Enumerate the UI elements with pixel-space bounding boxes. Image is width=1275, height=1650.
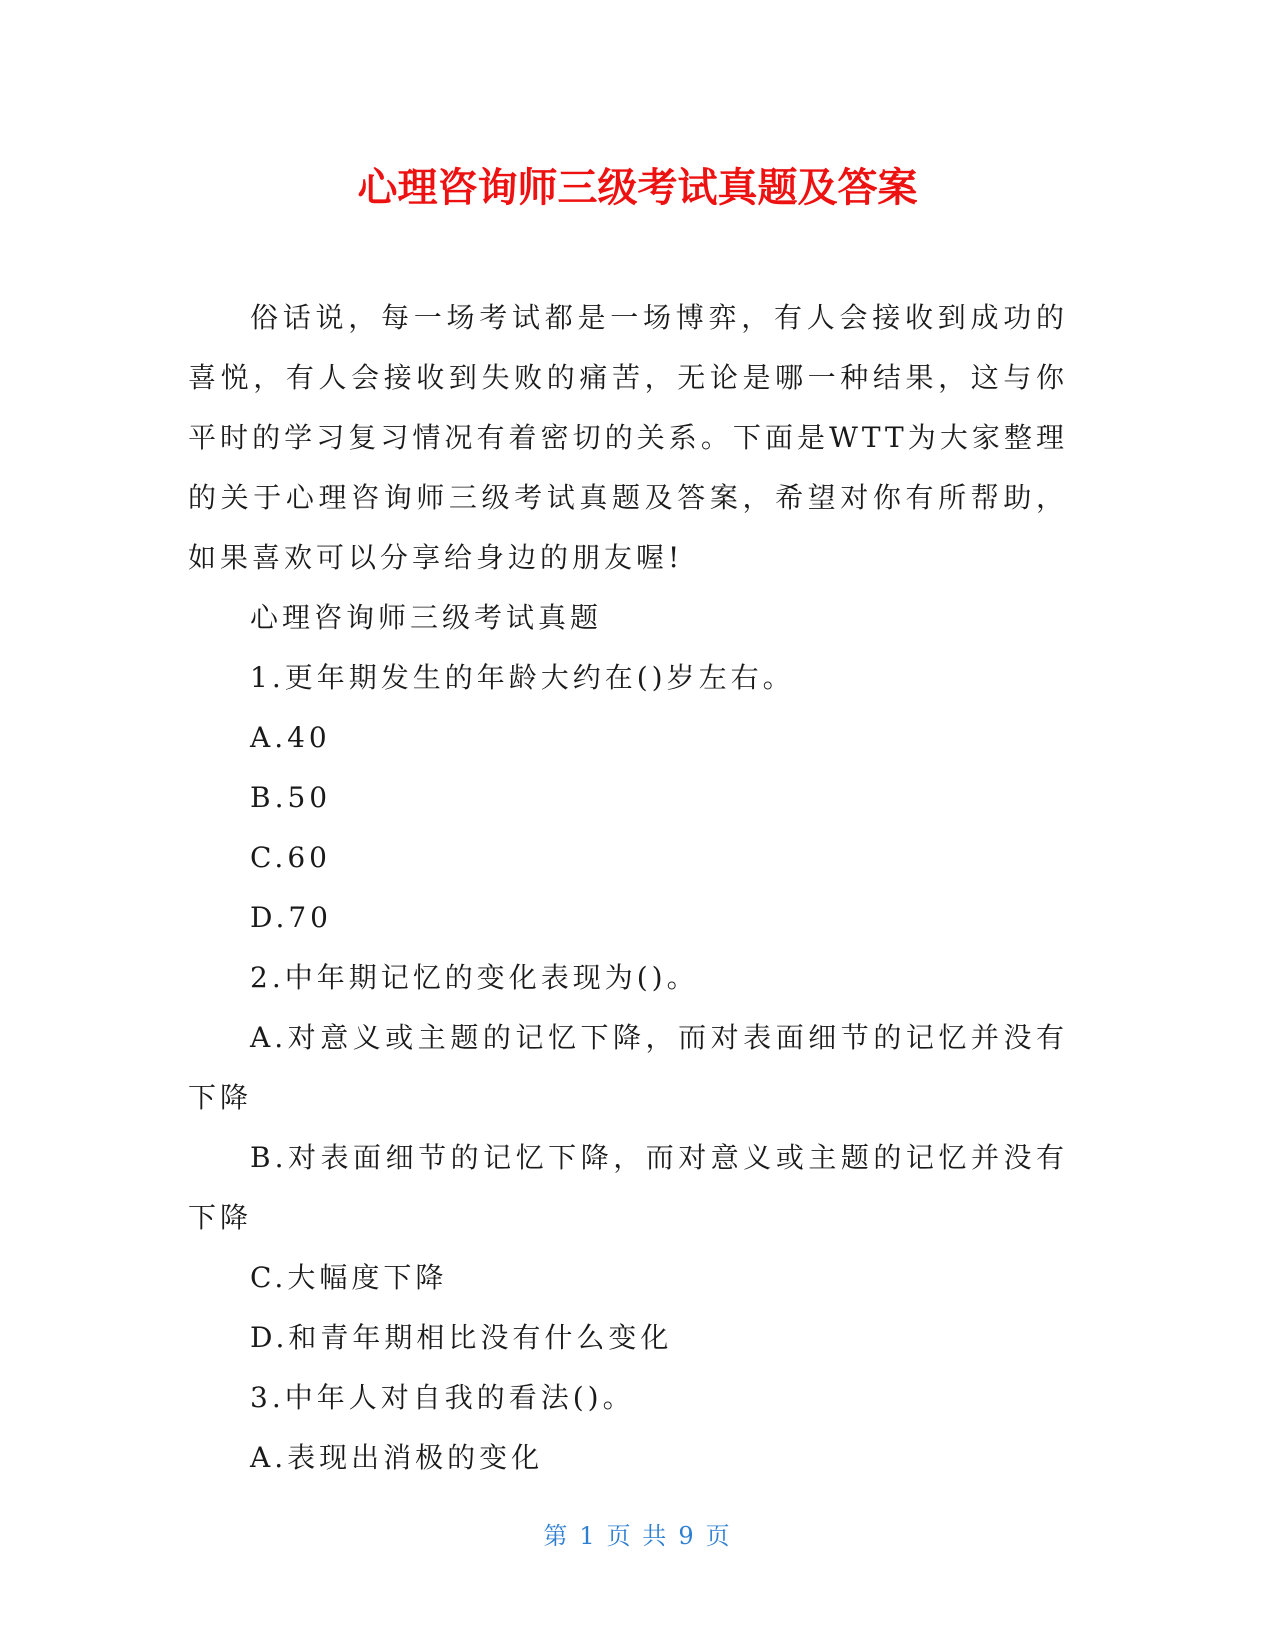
question-2: 2.中年期记忆的变化表现为()。 [250,961,699,994]
section-heading: 心理咨询师三级考试真题 [250,601,603,634]
footer-suffix: 页 [705,1522,732,1550]
document-body [188,288,1068,1488]
question-2-option-b: B.对表面细节的记忆下降，而对意义或主题的记忆并没有下降 [188,1141,1068,1234]
question-2-option-c: C.大幅度下降 [250,1261,448,1294]
document-title: 心理咨询师三级考试真题及答案 [357,165,918,211]
footer-prefix: 第 [543,1522,570,1550]
question-2-option-d: D.和青年期相比没有什么变化 [250,1321,673,1354]
page-footer [0,1520,1275,1552]
question-3-option-a: A.表现出消极的变化 [250,1441,544,1474]
question-2-option-a: A.对意义或主题的记忆下降，而对表面细节的记忆并没有下降 [188,1021,1068,1114]
question-1-option-c: C.60 [250,841,331,874]
question-1-option-a: A.40 [250,721,331,754]
question-3: 3.中年人对自我的看法()。 [250,1381,635,1414]
question-1-option-b: B.50 [250,781,332,814]
intro-paragraph: 俗话说，每一场考试都是一场博弈，有人会接收到成功的喜悦，有人会接收到失败的痛苦，无论是哪一种结果，这与你平时的学习复习情况有着密切的关系。下面是WTT为大家整理的关于心理咨询师三级考试真题及答案，希望对你有所帮助，如果喜欢可以分享给身边的朋友喔! [188,301,1068,574]
question-1-option-d: D.70 [250,901,332,934]
footer-middle: 页 共 [606,1522,669,1550]
footer-total-pages: 9 [678,1522,696,1550]
footer-current-page: 1 [579,1522,597,1550]
question-1: 1.更年期发生的年龄大约在()岁左右。 [250,661,795,694]
